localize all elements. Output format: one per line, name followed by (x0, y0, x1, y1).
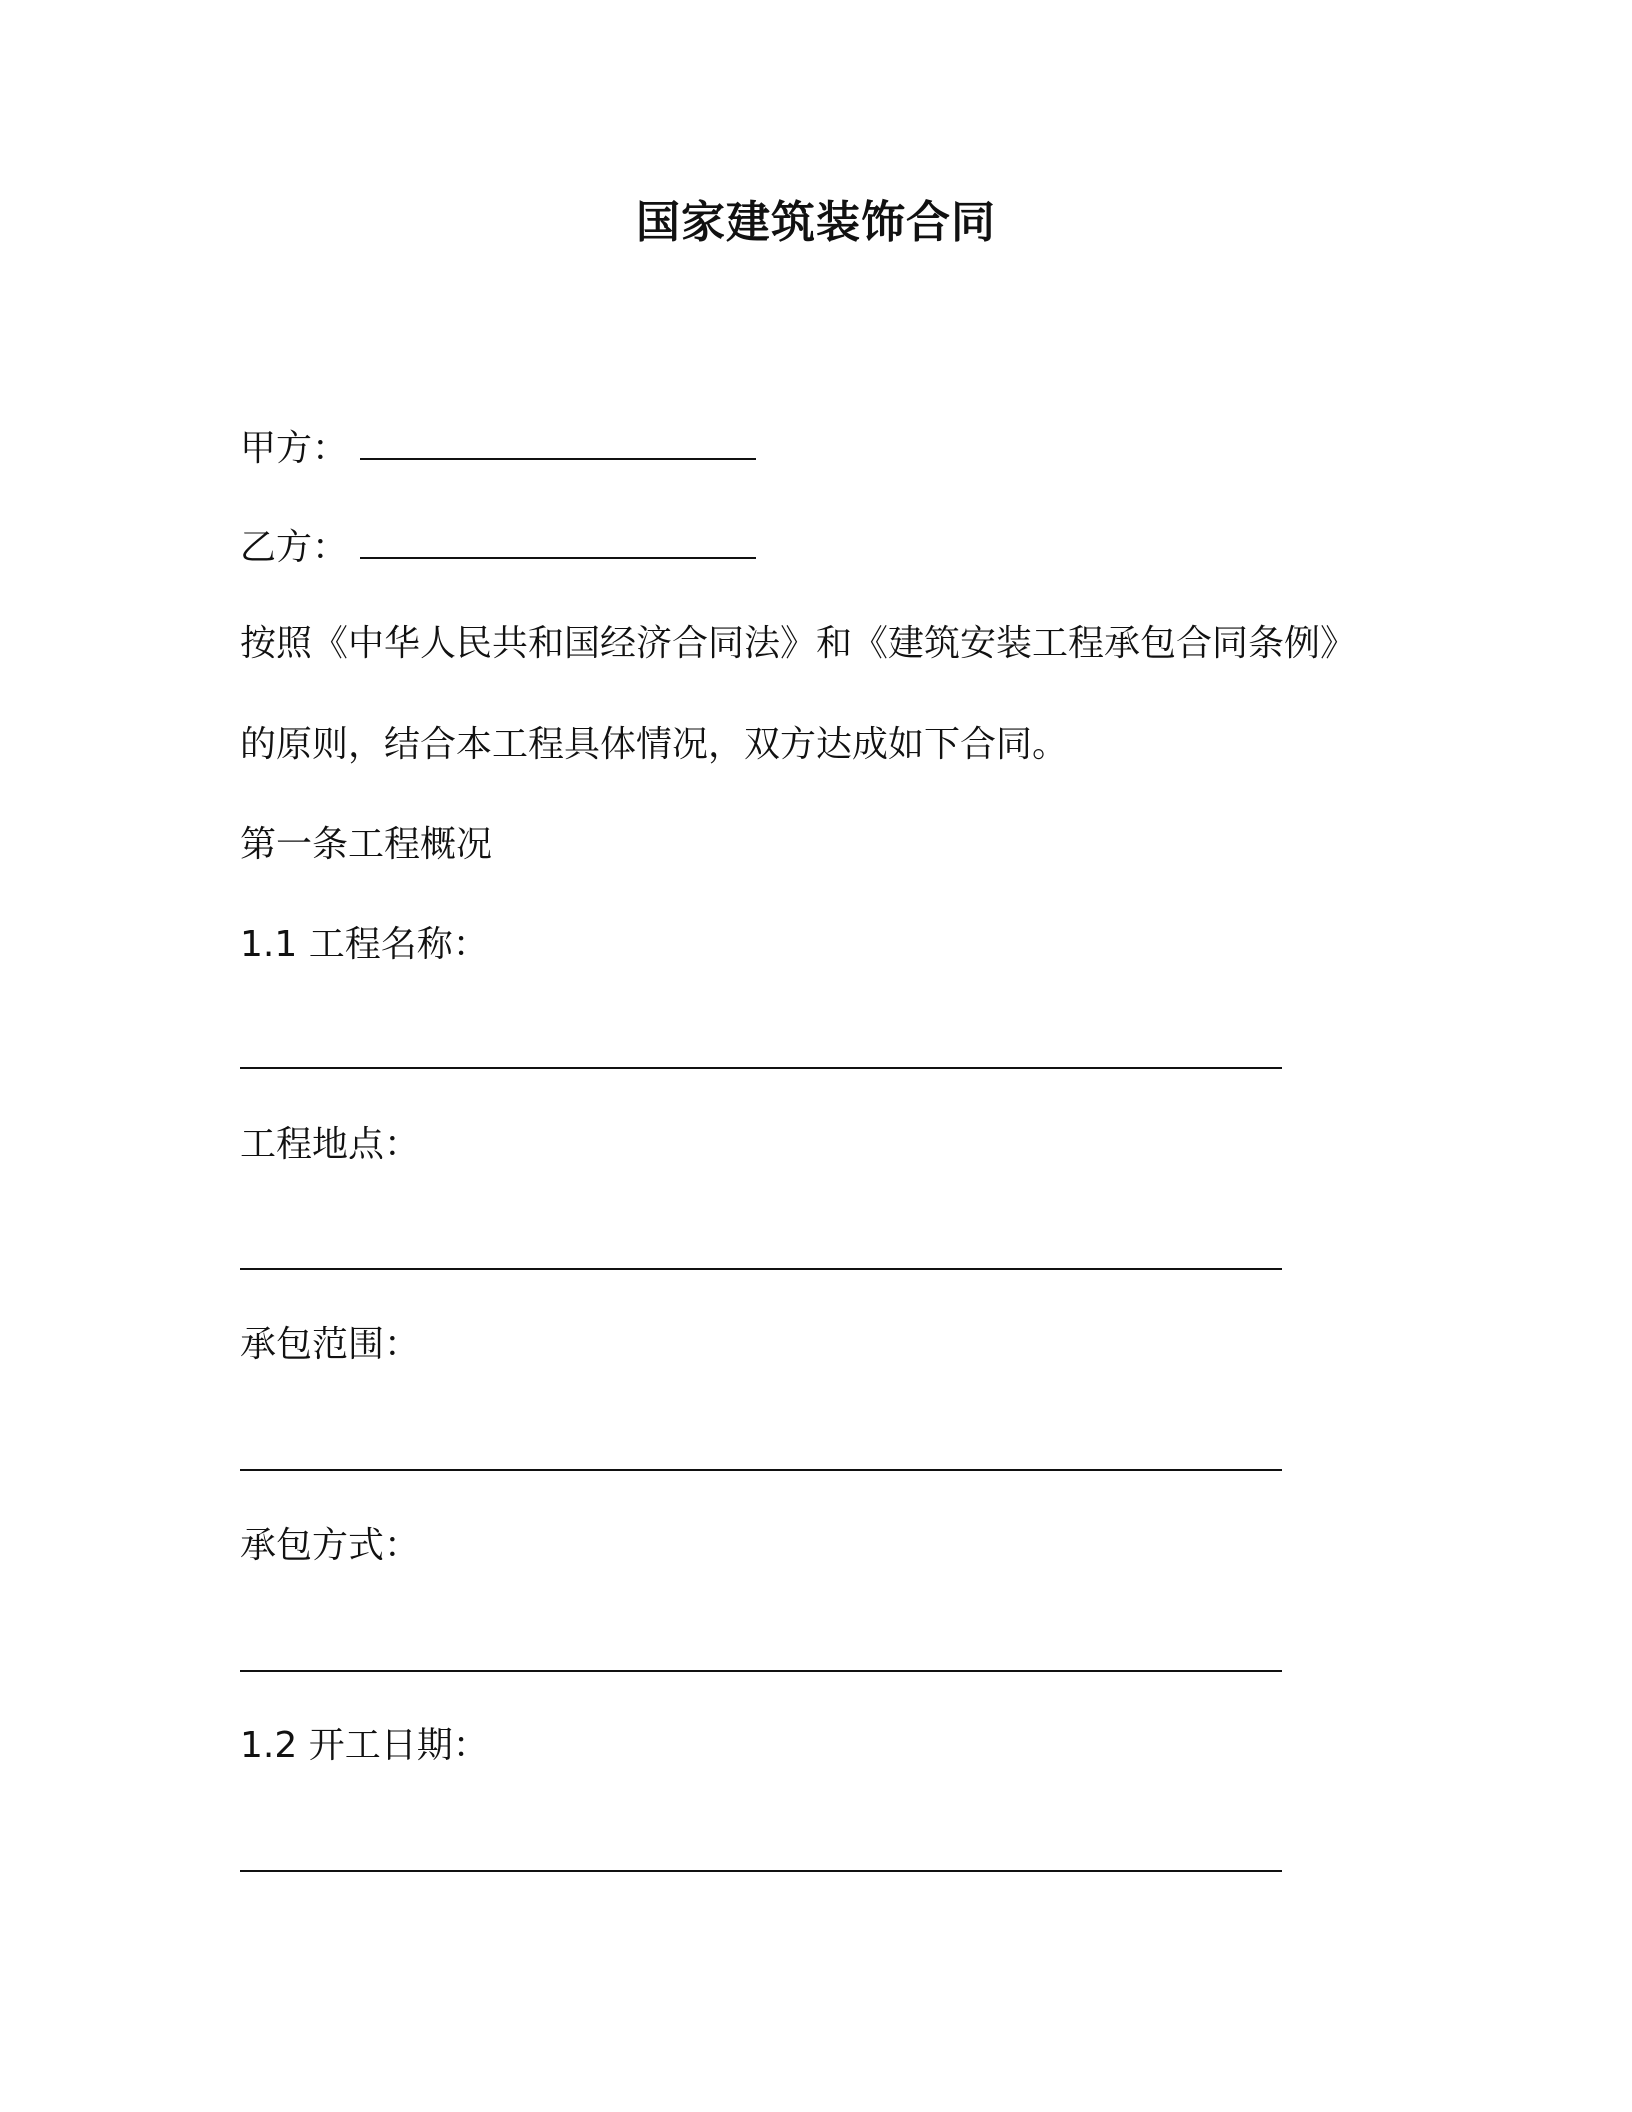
party-a-label: 甲方： (240, 428, 349, 469)
contract-method-label: 承包方式： (240, 1525, 421, 1566)
project-name-blank (240, 1067, 1282, 1069)
project-location-blank (240, 1268, 1282, 1270)
party-a-blank (360, 424, 756, 460)
article-1-heading: 第一条工程概况 (240, 824, 493, 865)
start-date-blank (240, 1870, 1282, 1872)
item-1-2-label: 1.2 开工日期： (240, 1725, 489, 1766)
item-1-1-label: 1.1 工程名称： (240, 924, 489, 965)
preamble-line-2: 的原则，结合本工程具体情况，双方达成如下合同。 (240, 724, 1069, 765)
party-b-blank (360, 523, 756, 559)
document-title: 国家建筑装饰合同 (636, 197, 996, 248)
project-location-label: 工程地点： (240, 1124, 421, 1165)
contract-scope-blank (240, 1469, 1282, 1471)
party-a-line (240, 424, 756, 473)
party-b-label: 乙方： (240, 527, 349, 568)
contract-method-blank (240, 1670, 1282, 1672)
preamble-line-1: 按照《中华人民共和国经济合同法》和《建筑安装工程承包合同条例》 (240, 623, 1357, 664)
contract-scope-label: 承包范围： (240, 1324, 421, 1365)
party-b-line (240, 523, 756, 572)
